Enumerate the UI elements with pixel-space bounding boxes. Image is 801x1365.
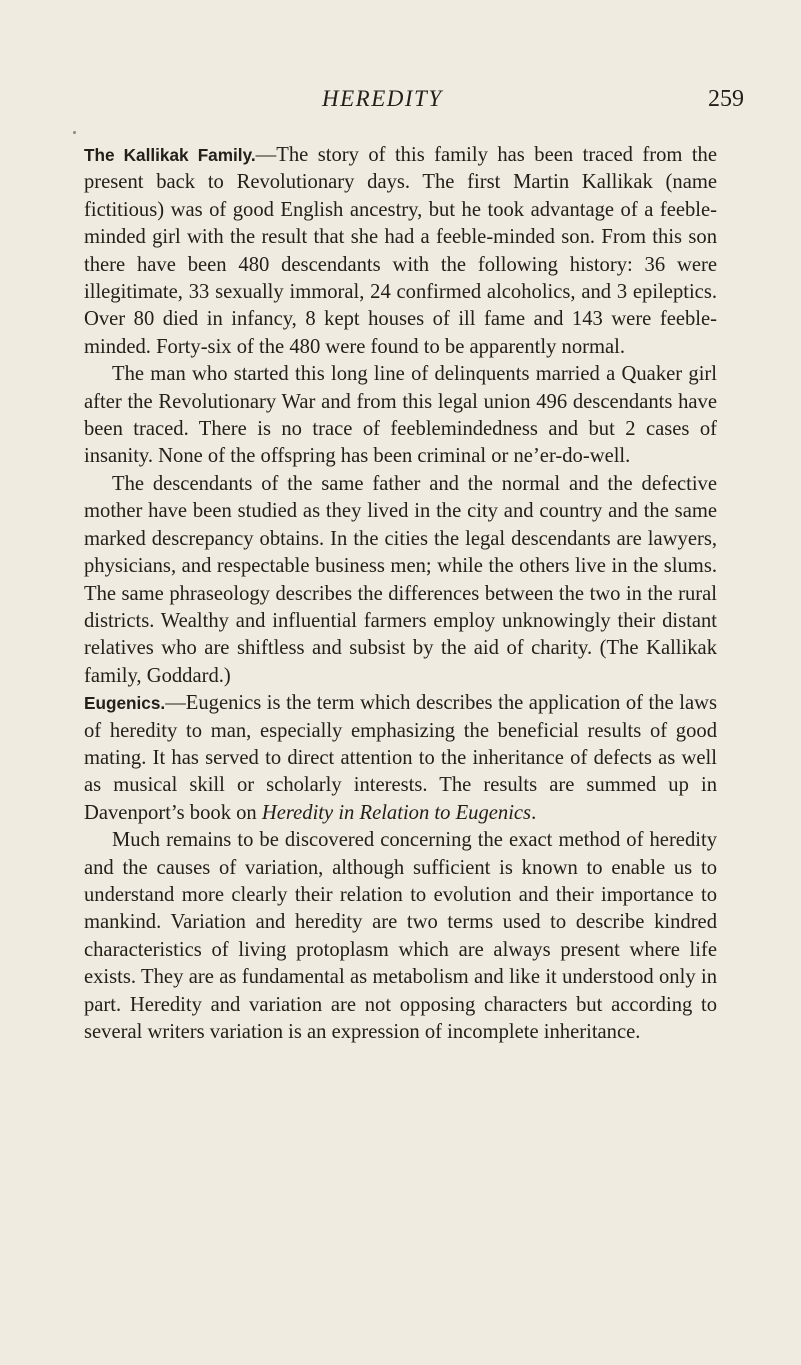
section-heading-eugenics: Eugenics. [84,693,166,714]
paragraph-text: Much remains to be discovered concerning the exact method of heredity and the causes of variation, although sufficient is known to enable us to understand more clearly their relation to evolution and their importance to mankind. Variation and heredity are two terms used to describe kindred characteristics of living protoplasm which are always present where life exists. They are as fundamental as metabolism and like it understood only in part. Heredity and variation are not opposing characters but according to several writers variation is an expression of incomplete inheritance. [84,829,717,1043]
em-dash: — [165,692,186,715]
paragraph-text: The man who started this long line of delinquents married a Quaker girl after the Revolutionary War and from this legal union 496 descendants have been traced. There is no trace of feeblemindedness and but 2 cases of insanity. None of the offspring has been criminal or ne’er-do-well. [84,363,717,468]
paragraph-variation-heredity [84,827,717,1046]
paragraph-text-end: . [531,801,537,824]
section-heading-kallikak-family: The Kallikak Family. [84,145,256,165]
paragraph-legal-union [84,361,717,471]
em-dash: — [255,144,277,166]
running-head [0,86,801,126]
paragraph-eugenics [84,690,717,827]
paragraph-text: The descendants of the same father and the normal and the defective mother have been studied as they lived in the city and country and the same marked descrepancy obtains. In the cities the legal descendants are lawyers, physicians, and respectable business men; while the others live in the slums. The same phraseology describes the differences between the two in the rural districts. Wealthy and influential farmers employ unknowingly their distant relatives who are shiftless and subsist by the aid of charity. (The Kallikak family, Goddard.) [84,472,717,687]
paragraph-descendants-studied [84,471,717,690]
print-speck [73,131,76,134]
paragraph-text: Eugenics is the term which describes the application of the laws of heredity to man, especially emphasizing the beneficial results of good mating. It has served to direct attention to the inheritance of defects as well as musical skill or scholarly interests. The results are summed up in Davenport’s book on [84,692,717,824]
book-title: Heredity in Relation to Eugenics [261,801,532,824]
paragraph-kallikak-family [84,142,717,361]
running-title: HEREDITY [322,86,443,111]
page-number: 259 [708,86,744,112]
paragraph-text: The story of this family has been traced from the present back to Revolutionary days. The first Martin Kallikak (name fictitious) was of good English ancestry, but he took advantage of a feeble-minded girl with the result that she had a feeble-minded son. From this son there have been 480 descendants with the following history: 36 were illegitimate, 33 sexually immoral, 24 confirmed alcoholics, and 3 epileptics. Over 80 died in infancy, 8 kept houses of ill fame and 143 were feeble-minded. Forty-six of the 480 were found to be apparently normal. [84,144,717,358]
body-text [84,142,717,1046]
